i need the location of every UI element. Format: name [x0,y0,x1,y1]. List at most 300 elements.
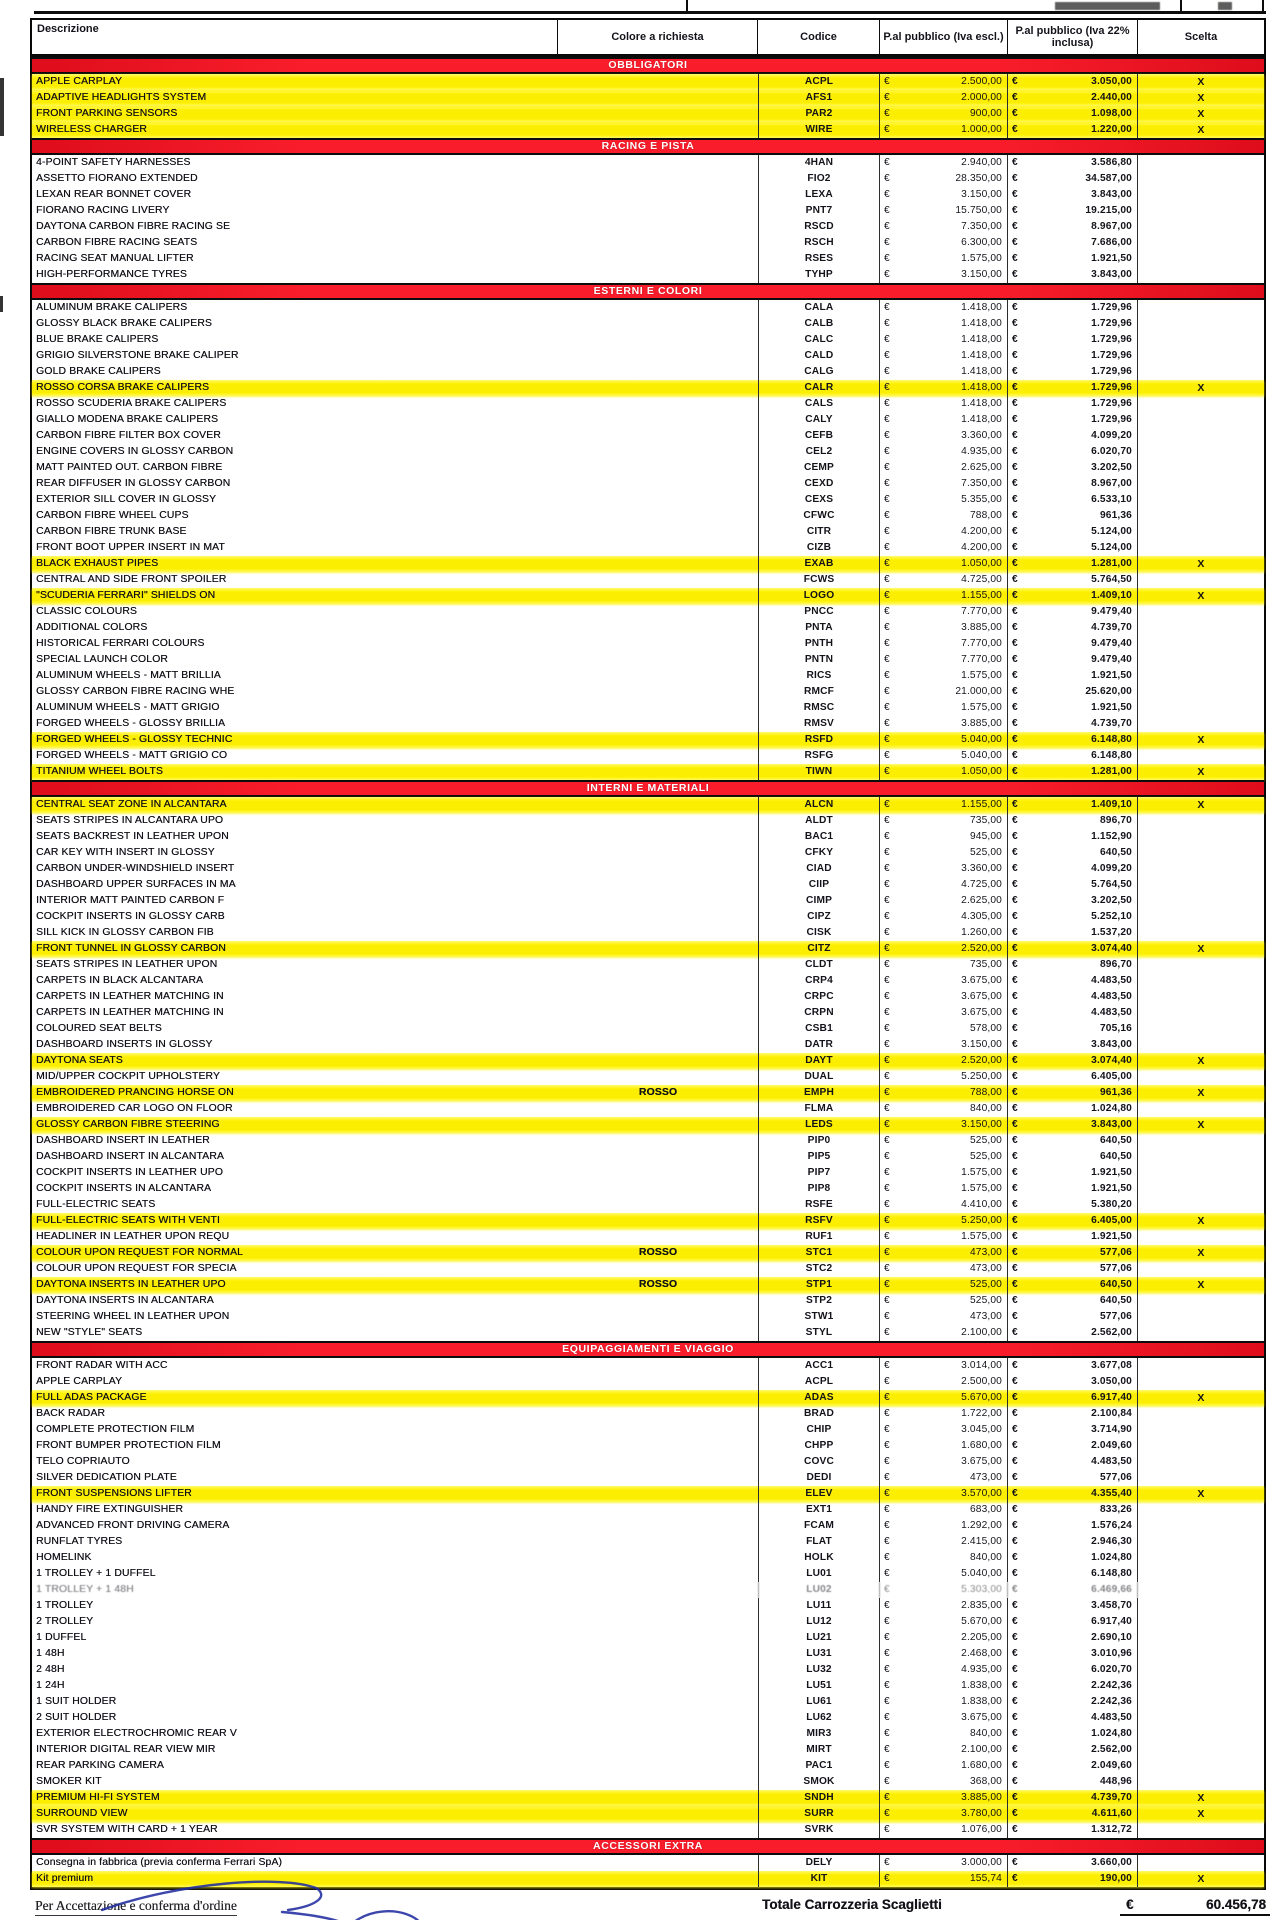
price-value: 705,16 [1099,1023,1132,1034]
description-cell: FORGED WHEELS - GLOSSY BRILLIA [36,718,226,729]
description-cell: HANDY FIRE EXTINGUISHER [36,1504,184,1515]
price-incl-vat-cell [1008,316,1138,332]
currency-symbol: € [1012,92,1018,103]
price-excl-vat-cell [880,1069,1008,1085]
currency-symbol: € [1012,1568,1018,1579]
price-value: 1.418,00 [961,318,1002,329]
description-cell: APPLE CARPLAY [36,76,123,87]
description-cell: EXTERIOR ELECTROCHROMIC REAR V [36,1728,237,1739]
price-incl-vat-cell [1008,1406,1138,1422]
selection-mark-cell: X [1197,1488,1205,1500]
price-excl-vat-cell [880,524,1008,540]
currency-symbol: € [1012,1440,1018,1451]
price-incl-vat-cell [1008,1790,1138,1806]
price-incl-vat-cell [1008,332,1138,348]
price-value: 1.921,50 [1091,1183,1132,1194]
requested-color-cell [558,1229,758,1245]
code-cell: ADAS [758,1390,880,1406]
currency-symbol: € [1012,879,1018,890]
selection-mark-cell [1138,1774,1264,1790]
price-excl-vat-cell [880,1486,1008,1502]
selection-mark-cell [1138,540,1264,556]
currency-symbol: € [884,766,890,777]
price-value: 7.770,00 [961,654,1002,665]
table-row [32,1742,1264,1758]
price-excl-vat-cell [880,748,1008,764]
price-value: 2.500,00 [961,76,1002,87]
requested-color-cell [558,1550,758,1566]
description-cell: ROSSO CORSA BRAKE CALIPERS [36,382,210,393]
price-value: 578,00 [969,1023,1002,1034]
currency-symbol: € [1012,542,1018,553]
selection-mark-cell [1138,1309,1264,1325]
price-excl-vat-cell [880,1470,1008,1486]
price-incl-vat-cell [1008,1758,1138,1774]
code-cell: TIWN [758,764,880,780]
selection-mark-cell [1138,428,1264,444]
previous-table-border [34,11,1266,14]
currency-symbol: € [1012,1664,1018,1675]
price-value: 4.483,50 [1091,1456,1132,1467]
price-value: 5.124,00 [1091,526,1132,537]
code-cell: CIPZ [758,909,880,925]
currency-symbol: € [884,430,890,441]
price-excl-vat-cell [880,300,1008,316]
code-cell: LU01 [758,1566,880,1582]
price-value: 4.410,00 [961,1199,1002,1210]
price-value: 840,00 [969,1103,1002,1114]
price-value: 3.150,00 [961,1039,1002,1050]
price-value: 1.409,10 [1091,799,1132,810]
price-value: 3.885,00 [961,622,1002,633]
scan-artifact [0,296,3,312]
price-value: 3.014,00 [961,1360,1002,1371]
price-value: 3.074,40 [1091,1055,1132,1066]
requested-color-cell [558,1197,758,1213]
requested-color-cell [558,1005,758,1021]
scan-artifact [0,78,4,136]
description-cell: ALUMINUM WHEELS - MATT GRIGIO [36,702,220,713]
price-value: 4.935,00 [961,1664,1002,1675]
description-cell: EXTERIOR SILL COVER IN GLOSSY [36,494,217,505]
price-value: 190,00 [1099,1873,1132,1884]
currency-symbol: € [1012,1199,1018,1210]
currency-symbol: € [1012,1808,1018,1819]
price-excl-vat-cell [880,1149,1008,1165]
price-excl-vat-cell [880,1694,1008,1710]
price-incl-vat-cell [1008,588,1138,604]
currency-symbol: € [884,831,890,842]
price-excl-vat-cell [880,1181,1008,1197]
price-value: 7.770,00 [961,638,1002,649]
currency-symbol: € [884,1456,890,1467]
price-value: 1.921,50 [1091,1167,1132,1178]
description-cell: WIRELESS CHARGER [36,124,147,135]
price-value: 4.483,50 [1091,991,1132,1002]
price-incl-vat-cell [1008,1325,1138,1341]
price-value: 1.418,00 [961,366,1002,377]
description-cell: FORGED WHEELS - GLOSSY TECHNIC [36,734,233,745]
price-value: 4.935,00 [961,446,1002,457]
price-value: 3.150,00 [961,1119,1002,1130]
currency-symbol: € [1012,1231,1018,1242]
price-value: 1.921,50 [1091,253,1132,264]
price-value: 5.250,00 [961,1071,1002,1082]
currency-symbol: € [884,1873,890,1884]
section-header-bar: RACING E PISTA [32,138,1264,155]
code-cell: CEXS [758,492,880,508]
currency-symbol: € [884,1536,890,1547]
price-incl-vat-cell [1008,1037,1138,1053]
currency-symbol: € [1012,622,1018,633]
code-cell: TYHP [758,267,880,283]
description-cell: CARBON FIBRE WHEEL CUPS [36,510,189,521]
currency-symbol: € [1012,670,1018,681]
selection-mark-cell [1138,1598,1264,1614]
selection-mark-cell: X [1197,1873,1205,1885]
description-cell: BACK RADAR [36,1408,106,1419]
requested-color-cell: ROSSO [638,1087,678,1098]
code-cell: ACPL [758,74,880,90]
code-cell: LU32 [758,1662,880,1678]
currency-symbol: € [1012,366,1018,377]
price-incl-vat-cell [1008,348,1138,364]
requested-color-cell [558,957,758,973]
currency-symbol: € [884,750,890,761]
table-row [32,364,1264,380]
currency-symbol: € [1012,1520,1018,1531]
price-excl-vat-cell [880,364,1008,380]
selection-mark-cell [1138,187,1264,203]
code-cell: CIZB [758,540,880,556]
selection-mark-cell [1138,1726,1264,1742]
description-cell: COCKPIT INSERTS IN ALCANTARA [36,1183,212,1194]
requested-color-cell [558,748,758,764]
currency-symbol: € [1012,943,1018,954]
price-value: 961,36 [1099,1087,1132,1098]
price-excl-vat-cell [880,1261,1008,1277]
price-value: 1.729,96 [1091,382,1132,393]
currency-symbol: € [884,1648,890,1659]
currency-symbol: € [1012,1584,1018,1595]
price-value: 6.148,80 [1091,1568,1132,1579]
price-excl-vat-cell [880,588,1008,604]
selection-mark-cell: X [1197,1087,1205,1099]
description-cell: Kit premium [36,1873,94,1884]
requested-color-cell [558,444,758,460]
price-incl-vat-cell [1008,700,1138,716]
price-incl-vat-cell [1008,1550,1138,1566]
requested-color-cell [558,1662,758,1678]
description-cell: SEATS BACKREST IN LEATHER UPON [36,831,229,842]
selection-mark-cell [1138,1855,1264,1871]
currency-symbol: € [1012,446,1018,457]
price-value: 2.562,00 [1091,1327,1132,1338]
price-excl-vat-cell [880,1101,1008,1117]
currency-symbol: € [884,1504,890,1515]
code-cell: STP1 [758,1277,880,1293]
table-row [32,106,1264,122]
price-excl-vat-cell [880,203,1008,219]
currency-symbol: € [884,1039,890,1050]
price-value: 7.350,00 [961,221,1002,232]
price-value: 1.024,80 [1091,1728,1132,1739]
price-excl-vat-cell [880,396,1008,412]
table-row [32,203,1264,219]
code-cell: STC1 [758,1245,880,1261]
price-value: 1.729,96 [1091,398,1132,409]
table-row [32,1197,1264,1213]
requested-color-cell [558,1630,758,1646]
price-value: 3.675,00 [961,975,1002,986]
price-incl-vat-cell [1008,668,1138,684]
price-value: 1.155,00 [961,799,1002,810]
price-value: 6.405,00 [1091,1071,1132,1082]
table-row [32,1566,1264,1582]
selection-mark-cell [1138,716,1264,732]
price-value: 945,00 [969,831,1002,842]
price-value: 1.418,00 [961,334,1002,345]
table-row [32,700,1264,716]
column-header-prezzo-incluso: P.al pubblico (Iva 22% inclusa) [1008,20,1138,54]
table-row [32,668,1264,684]
price-incl-vat-cell [1008,380,1138,396]
price-value: 2.049,60 [1091,1440,1132,1451]
price-excl-vat-cell [880,1454,1008,1470]
description-cell: TELO COPRIAUTO [36,1456,130,1467]
requested-color-cell [558,476,758,492]
code-cell: CIIP [758,877,880,893]
code-cell: CRP4 [758,973,880,989]
selection-mark-cell [1138,1582,1264,1598]
price-value: 4.355,40 [1091,1488,1132,1499]
code-cell: SMOK [758,1774,880,1790]
price-value: 2.100,00 [961,1744,1002,1755]
selection-mark-cell [1138,1822,1264,1838]
code-cell: CALG [758,364,880,380]
currency-symbol: € [1012,654,1018,665]
selection-mark-cell [1138,300,1264,316]
currency-symbol: € [1012,1648,1018,1659]
code-cell: ALCN [758,797,880,813]
price-incl-vat-cell [1008,1069,1138,1085]
price-value: 640,50 [1099,847,1132,858]
description-cell: GLOSSY CARBON FIBRE RACING WHE [36,686,235,697]
currency-symbol: € [1012,1392,1018,1403]
currency-symbol: € [1012,1696,1018,1707]
description-cell: DASHBOARD INSERT IN LEATHER [36,1135,210,1146]
price-value: 1.722,00 [961,1408,1002,1419]
price-incl-vat-cell [1008,604,1138,620]
price-value: 1.220,00 [1091,124,1132,135]
price-excl-vat-cell [880,1598,1008,1614]
requested-color-cell [558,428,758,444]
price-incl-vat-cell [1008,1534,1138,1550]
currency-symbol: € [1012,558,1018,569]
selection-mark-cell [1138,1470,1264,1486]
price-value: 1.729,96 [1091,366,1132,377]
description-cell: CARPETS IN LEATHER MATCHING IN [36,991,224,1002]
code-cell: 4HAN [758,155,880,171]
requested-color-cell [558,797,758,813]
description-cell: ADAPTIVE HEADLIGHTS SYSTEM [36,92,207,103]
selection-mark-cell [1138,444,1264,460]
selection-mark-cell [1138,748,1264,764]
price-value: 1.575,00 [961,670,1002,681]
selection-mark-cell [1138,1021,1264,1037]
price-value: 3.714,90 [1091,1424,1132,1435]
requested-color-cell [558,1774,758,1790]
code-cell: PNTH [758,636,880,652]
price-incl-vat-cell [1008,1245,1138,1261]
currency-symbol: € [884,382,890,393]
table-row [32,1438,1264,1454]
requested-color-cell [558,1694,758,1710]
requested-color-cell [558,989,758,1005]
table-row [32,829,1264,845]
price-incl-vat-cell [1008,106,1138,122]
price-value: 25.620,00 [1085,686,1132,697]
price-value: 1.281,00 [1091,766,1132,777]
currency-symbol: € [884,446,890,457]
price-value: 4.725,00 [961,879,1002,890]
table-row [32,219,1264,235]
description-cell: CARBON UNDER-WINDSHIELD INSERT [36,863,235,874]
price-value: 2.940,00 [961,157,1002,168]
price-incl-vat-cell [1008,620,1138,636]
requested-color-cell [558,219,758,235]
description-cell: MATT PAINTED OUT. CARBON FIBRE [36,462,223,473]
price-excl-vat-cell [880,1614,1008,1630]
currency-symbol: € [884,879,890,890]
selection-mark-cell [1138,508,1264,524]
description-cell: CARBON FIBRE FILTER BOX COVER [36,430,221,441]
price-incl-vat-cell [1008,300,1138,316]
currency-symbol: € [1012,76,1018,87]
selection-mark-cell: X [1197,1808,1205,1820]
description-cell: ALUMINUM BRAKE CALIPERS [36,302,188,313]
currency-symbol: € [1012,1327,1018,1338]
selection-mark-cell [1138,1261,1264,1277]
requested-color-cell [558,893,758,909]
requested-color-cell [558,1213,758,1229]
requested-color-cell [558,1101,758,1117]
requested-color-cell [558,171,758,187]
requested-color-cell [558,348,758,364]
table-row [32,861,1264,877]
table-row [32,845,1264,861]
price-excl-vat-cell [880,187,1008,203]
price-value: 1.575,00 [961,1231,1002,1242]
table-row [32,171,1264,187]
price-incl-vat-cell [1008,1598,1138,1614]
code-cell: DATR [758,1037,880,1053]
price-incl-vat-cell [1008,1486,1138,1502]
requested-color-cell [558,1358,758,1374]
code-cell: SURR [758,1806,880,1822]
requested-color-cell [558,1742,758,1758]
price-value: 1.418,00 [961,382,1002,393]
price-value: 525,00 [969,1135,1002,1146]
selection-mark-cell [1138,813,1264,829]
selection-mark-cell: X [1197,1392,1205,1404]
price-excl-vat-cell [880,1518,1008,1534]
price-incl-vat-cell [1008,1133,1138,1149]
price-excl-vat-cell [880,700,1008,716]
selection-mark-cell [1138,861,1264,877]
requested-color-cell [558,1758,758,1774]
code-cell: COVC [758,1454,880,1470]
price-value: 3.360,00 [961,430,1002,441]
currency-symbol: € [884,1007,890,1018]
price-value: 9.479,40 [1091,638,1132,649]
price-value: 6.300,00 [961,237,1002,248]
table-row [32,1678,1264,1694]
price-value: 3.885,00 [961,718,1002,729]
price-incl-vat-cell [1008,1085,1138,1101]
code-cell: CITR [758,524,880,540]
description-cell: FRONT TUNNEL IN GLOSSY CARBON [36,943,226,954]
currency-symbol: € [884,847,890,858]
price-incl-vat-cell [1008,1726,1138,1742]
currency-symbol: € [884,366,890,377]
currency-symbol: € [884,1231,890,1242]
price-value: 961,36 [1099,510,1132,521]
price-value: 4.739,70 [1091,718,1132,729]
requested-color-cell [558,684,758,700]
code-cell: CEL2 [758,444,880,460]
table-row [32,1694,1264,1710]
selection-mark-cell [1138,1758,1264,1774]
requested-color-cell [558,1710,758,1726]
currency-symbol: € [884,1103,890,1114]
currency-symbol: € [884,462,890,473]
price-value: 1.076,00 [961,1824,1002,1835]
price-value: 788,00 [969,1087,1002,1098]
price-incl-vat-cell [1008,941,1138,957]
selection-mark-cell [1138,877,1264,893]
code-cell: CFKY [758,845,880,861]
currency-symbol: € [884,558,890,569]
code-cell: FLAT [758,1534,880,1550]
currency-symbol: € [1012,1424,1018,1435]
currency-symbol: € [884,318,890,329]
price-value: 3.045,00 [961,1424,1002,1435]
selection-mark-cell [1138,1406,1264,1422]
currency-symbol: € [1012,815,1018,826]
table-row [32,877,1264,893]
currency-symbol: € [1012,1600,1018,1611]
description-cell: HOMELINK [36,1552,92,1563]
total-label: Totale Carrozzeria Scaglietti [762,1897,942,1912]
requested-color-cell [558,732,758,748]
requested-color-cell [558,1598,758,1614]
selection-mark-cell [1138,1229,1264,1245]
code-cell: CSB1 [758,1021,880,1037]
description-cell: INTERIOR MATT PAINTED CARBON F [36,895,225,906]
price-value: 3.675,00 [961,1712,1002,1723]
code-cell: MIRT [758,1742,880,1758]
price-value: 3.660,00 [1091,1857,1132,1868]
price-excl-vat-cell [880,1085,1008,1101]
table-row [32,1390,1264,1406]
table-row [32,1293,1264,1309]
price-excl-vat-cell [880,1325,1008,1341]
currency-symbol: € [1012,1007,1018,1018]
table-row [32,1454,1264,1470]
code-cell: RSFE [758,1197,880,1213]
price-incl-vat-cell [1008,1293,1138,1309]
